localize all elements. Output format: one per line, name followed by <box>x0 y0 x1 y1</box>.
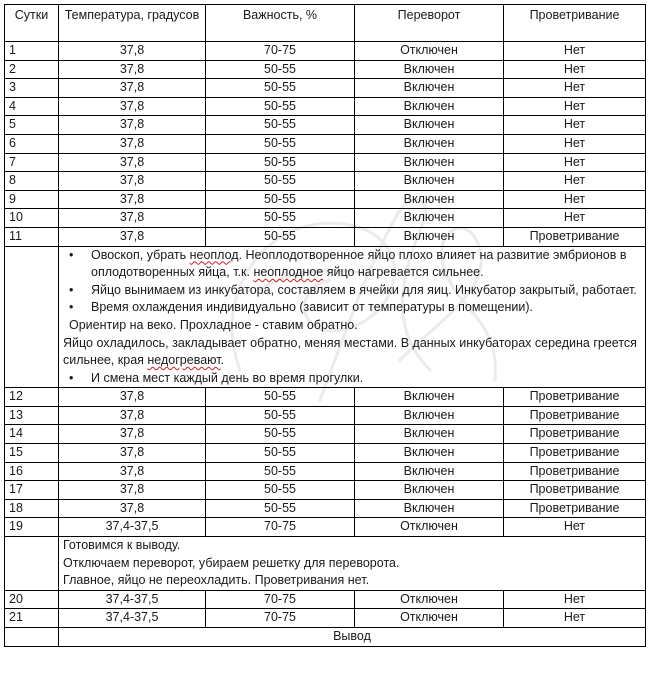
turning-cell: Включен <box>355 134 504 153</box>
table-row <box>5 209 646 228</box>
temperature-cell: 37,8 <box>59 425 206 444</box>
bullet-icon: • <box>69 300 74 315</box>
day-cell: 16 <box>5 462 59 481</box>
humidity-cell: 50-55 <box>206 499 355 518</box>
day-cell: 14 <box>5 425 59 444</box>
ventilation-cell: Нет <box>504 609 646 628</box>
turning-cell: Включен <box>355 209 504 228</box>
table-row <box>5 609 646 628</box>
turning-cell: Включен <box>355 153 504 172</box>
table-row <box>5 172 646 191</box>
ventilation-cell: Проветривание <box>504 444 646 463</box>
bullet-icon: • <box>69 247 74 262</box>
humidity-cell: 50-55 <box>206 425 355 444</box>
temperature-cell: 37,8 <box>59 172 206 191</box>
ventilation-cell: Нет <box>504 116 646 135</box>
incubation-table <box>4 4 646 647</box>
note-line <box>63 335 641 370</box>
turning-cell: Включен <box>355 444 504 463</box>
table-row <box>5 481 646 500</box>
humidity-cell: 50-55 <box>206 209 355 228</box>
ventilation-cell: Нет <box>504 518 646 537</box>
table-row <box>5 518 646 537</box>
table-row <box>5 134 646 153</box>
note-line: Отключаем переворот, убираем решетку для переворота. <box>63 555 400 570</box>
day-cell: 12 <box>5 388 59 407</box>
ventilation-cell: Проветривание <box>504 499 646 518</box>
day-cell: 4 <box>5 97 59 116</box>
ventilation-cell: Нет <box>504 590 646 609</box>
temperature-cell: 37,8 <box>59 42 206 61</box>
turning-cell: Отключен <box>355 590 504 609</box>
header-temperature: Температура, градусов <box>59 5 206 42</box>
bullet-icon: • <box>69 282 74 297</box>
humidity-cell: 70-75 <box>206 42 355 61</box>
day-cell: 18 <box>5 499 59 518</box>
day-cell: 8 <box>5 172 59 191</box>
humidity-cell: 50-55 <box>206 153 355 172</box>
table-row <box>5 153 646 172</box>
notes-cell-day11 <box>59 246 646 388</box>
note-text: . Неоплодотворенное яйцо плохо влияет на развитие эмбрионов в оплодотворенных яйца, т.к. <box>91 247 627 280</box>
note-line: Главное, яйцо не переохладить. Проветривания нет. <box>63 573 370 588</box>
day-cell: 21 <box>5 609 59 628</box>
turning-cell: Включен <box>355 481 504 500</box>
humidity-cell: 70-75 <box>206 609 355 628</box>
notes-spacer-cell <box>5 537 59 591</box>
temperature-cell: 37,8 <box>59 227 206 246</box>
ventilation-cell: Нет <box>504 209 646 228</box>
turning-cell: Включен <box>355 97 504 116</box>
table-row <box>5 388 646 407</box>
header-ventilation: Проветривание <box>504 5 646 42</box>
temperature-cell: 37,4-37,5 <box>59 590 206 609</box>
spellcheck-word: неоплод <box>189 247 239 262</box>
header-turning: Переворот <box>355 5 504 42</box>
day-cell: 5 <box>5 116 59 135</box>
temperature-cell: 37,4-37,5 <box>59 609 206 628</box>
day-cell: 19 <box>5 518 59 537</box>
humidity-cell: 50-55 <box>206 444 355 463</box>
notes-spacer-cell <box>5 246 59 388</box>
header-day: Сутки <box>5 5 59 42</box>
humidity-cell: 50-55 <box>206 172 355 191</box>
day-cell: 17 <box>5 481 59 500</box>
header-humidity: Важность, % <box>206 5 355 42</box>
ventilation-cell: Проветривание <box>504 462 646 481</box>
humidity-cell: 50-55 <box>206 481 355 500</box>
day-cell: 7 <box>5 153 59 172</box>
note-text: . <box>220 353 225 368</box>
table-row <box>5 406 646 425</box>
table-row <box>5 79 646 98</box>
note-bullet <box>63 370 641 388</box>
table-row <box>5 60 646 79</box>
humidity-cell: 50-55 <box>206 97 355 116</box>
humidity-cell: 50-55 <box>206 462 355 481</box>
humidity-cell: 50-55 <box>206 60 355 79</box>
ventilation-cell: Проветривание <box>504 481 646 500</box>
turning-cell: Включен <box>355 190 504 209</box>
note-text: Время охлаждения индивидуально (зависит от температуры в помещении). <box>91 300 534 315</box>
day-cell: 6 <box>5 134 59 153</box>
humidity-cell: 50-55 <box>206 406 355 425</box>
humidity-cell: 50-55 <box>206 116 355 135</box>
table-row <box>5 190 646 209</box>
temperature-cell: 37,8 <box>59 462 206 481</box>
temperature-cell: 37,8 <box>59 190 206 209</box>
table-row <box>5 97 646 116</box>
note-text: Овоскоп, убрать <box>91 247 190 262</box>
note-text: И смена мест каждый день во время прогулки. <box>91 370 364 385</box>
temperature-cell: 37,8 <box>59 388 206 407</box>
table-row <box>5 590 646 609</box>
note-bullet <box>63 282 641 300</box>
turning-cell: Отключен <box>355 42 504 61</box>
turning-cell: Включен <box>355 60 504 79</box>
turning-cell: Включен <box>355 462 504 481</box>
turning-cell: Отключен <box>355 609 504 628</box>
note-text: Яйцо вынимаем из инкубатора, составляем в ячейки для яиц. Инкубатор закрытый, работает. <box>91 282 637 297</box>
humidity-cell: 50-55 <box>206 227 355 246</box>
table-row <box>5 444 646 463</box>
table-row <box>5 42 646 61</box>
day-cell: 10 <box>5 209 59 228</box>
ventilation-cell: Проветривание <box>504 406 646 425</box>
turning-cell: Включен <box>355 425 504 444</box>
day-cell: 2 <box>5 60 59 79</box>
temperature-cell: 37,8 <box>59 60 206 79</box>
humidity-cell: 50-55 <box>206 388 355 407</box>
ventilation-cell: Проветривание <box>504 425 646 444</box>
humidity-cell: 70-75 <box>206 590 355 609</box>
final-spacer-cell <box>5 628 59 647</box>
turning-cell: Включен <box>355 388 504 407</box>
turning-cell: Включен <box>355 499 504 518</box>
turning-cell: Включен <box>355 172 504 191</box>
temperature-cell: 37,4-37,5 <box>59 518 206 537</box>
day-cell: 20 <box>5 590 59 609</box>
temperature-cell: 37,8 <box>59 79 206 98</box>
note-bullet <box>63 299 641 317</box>
notes-row <box>5 537 646 591</box>
ventilation-cell: Нет <box>504 172 646 191</box>
table-row <box>5 227 646 246</box>
spellcheck-word: неоплодное <box>253 265 324 280</box>
temperature-cell: 37,8 <box>59 209 206 228</box>
ventilation-cell: Нет <box>504 42 646 61</box>
temperature-cell: 37,8 <box>59 97 206 116</box>
day-cell: 1 <box>5 42 59 61</box>
day-cell: 9 <box>5 190 59 209</box>
note-bullet <box>63 247 641 282</box>
final-label: Вывод <box>59 628 646 647</box>
table-row <box>5 462 646 481</box>
table-header-row <box>5 5 646 42</box>
notes-cell-day19 <box>59 537 646 591</box>
note-line: Готовимся к выводу. <box>63 538 181 553</box>
temperature-cell: 37,8 <box>59 499 206 518</box>
final-row <box>5 628 646 647</box>
day-cell: 3 <box>5 79 59 98</box>
ventilation-cell: Нет <box>504 79 646 98</box>
humidity-cell: 50-55 <box>206 134 355 153</box>
day-cell: 15 <box>5 444 59 463</box>
bullet-icon: • <box>69 370 74 385</box>
ventilation-cell: Нет <box>504 134 646 153</box>
turning-cell: Включен <box>355 116 504 135</box>
ventilation-cell: Нет <box>504 60 646 79</box>
ventilation-cell: Нет <box>504 190 646 209</box>
day-cell: 13 <box>5 406 59 425</box>
temperature-cell: 37,8 <box>59 444 206 463</box>
turning-cell: Включен <box>355 406 504 425</box>
note-line: Ориентир на веко. Прохладное - ставим обратно. <box>69 317 358 332</box>
humidity-cell: 50-55 <box>206 190 355 209</box>
note-text: Яйцо охладилось, закладывает обратно, меняя местами. В данных инкубаторах середина греется сильнее, края <box>63 335 637 368</box>
table-row <box>5 425 646 444</box>
turning-cell: Включен <box>355 227 504 246</box>
temperature-cell: 37,8 <box>59 481 206 500</box>
turning-cell: Отключен <box>355 518 504 537</box>
table-row <box>5 116 646 135</box>
humidity-cell: 50-55 <box>206 79 355 98</box>
ventilation-cell: Проветривание <box>504 388 646 407</box>
temperature-cell: 37,8 <box>59 153 206 172</box>
table-row <box>5 499 646 518</box>
ventilation-cell: Нет <box>504 153 646 172</box>
temperature-cell: 37,8 <box>59 134 206 153</box>
note-text: яйцо нагревается сильнее. <box>323 265 484 280</box>
spellcheck-word: недогревают <box>147 353 221 368</box>
ventilation-cell: Проветривание <box>504 227 646 246</box>
temperature-cell: 37,8 <box>59 406 206 425</box>
turning-cell: Включен <box>355 79 504 98</box>
temperature-cell: 37,8 <box>59 116 206 135</box>
ventilation-cell: Нет <box>504 97 646 116</box>
humidity-cell: 70-75 <box>206 518 355 537</box>
day-cell: 11 <box>5 227 59 246</box>
notes-row <box>5 246 646 388</box>
